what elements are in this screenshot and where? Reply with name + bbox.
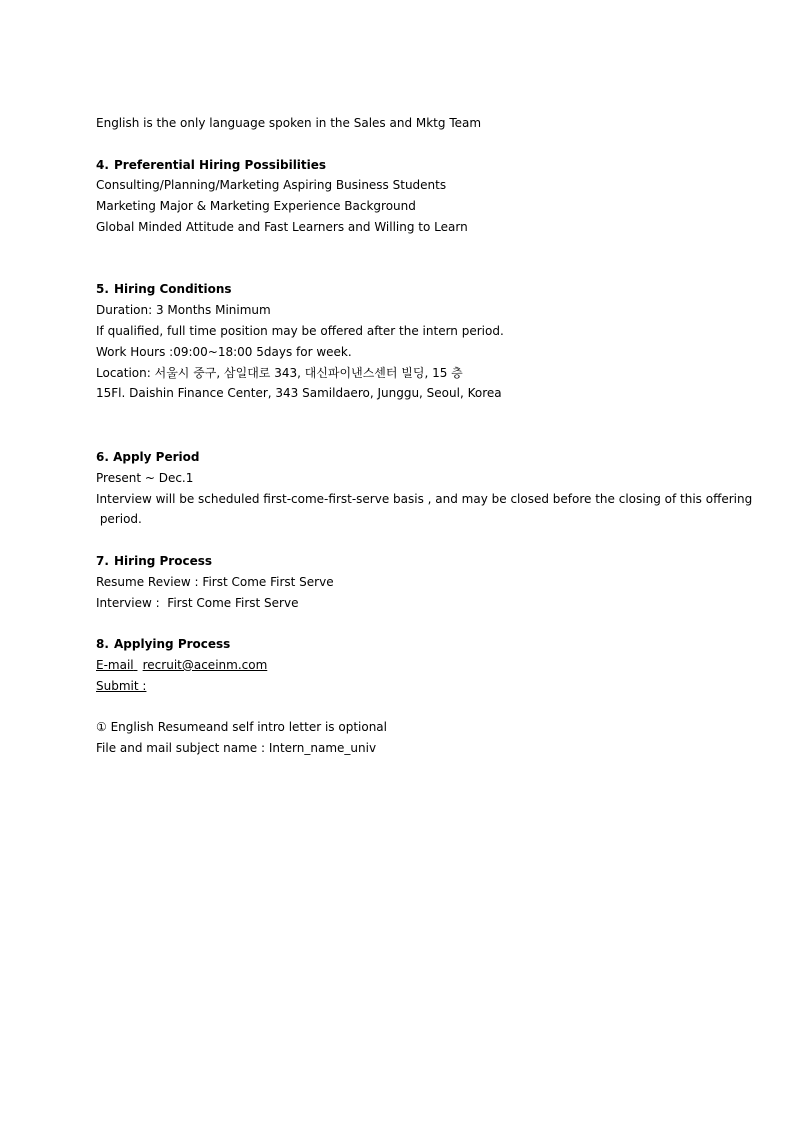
- submit-line: [96, 676, 706, 697]
- section-4-number: 4.: [96, 157, 109, 172]
- section-4-title: Preferential Hiring Possibilities: [114, 157, 327, 172]
- apply-period-line: Present ~ Dec.1: [96, 470, 194, 485]
- resume-review-line: Resume Review : First Come First Serve: [96, 574, 334, 589]
- email-spacer: [134, 655, 143, 676]
- interview-note-line: Interview will be scheduled first-come-first-serve basis , and may be closed before the closing of this offering: [96, 491, 753, 506]
- email-label: E-mail: [96, 657, 134, 672]
- resume-note-line: ① English Resumeand self intro letter is optional: [96, 720, 387, 735]
- section-7-title: Hiring Process: [114, 553, 212, 568]
- location-korean-line: Location: 서울시 중구, 삼일대로 343, 대신파이낸스센터 빌딩, 15 층: [96, 365, 463, 380]
- section-4-line: Consulting/Planning/Marketing Aspiring Business Students: [96, 178, 447, 193]
- section-4-heading: [96, 155, 706, 176]
- language-note: English is the only language spoken in the Sales and Mktg Team: [96, 116, 482, 130]
- section-4-line: Marketing Major & Marketing Experience Background: [96, 199, 416, 214]
- interview-note-continuation: period.: [96, 512, 142, 527]
- section-5-number: 5.: [96, 282, 109, 297]
- submit-label: Submit :: [96, 678, 147, 693]
- section-8-title: Applying Process: [114, 637, 231, 652]
- interview-line: Interview : First Come First Serve: [96, 595, 299, 610]
- email-line: [96, 655, 706, 676]
- section-4-line: Global Minded Attitude and Fast Learners and Willing to Learn: [96, 219, 468, 234]
- subject-name-line: File and mail subject name : Intern_name_univ: [96, 741, 377, 756]
- spacer: [96, 697, 706, 718]
- work-hours-line: Work Hours :09:00~18:00 5days for week.: [96, 344, 352, 359]
- spacer: [96, 530, 706, 551]
- section-8-heading: [96, 634, 706, 655]
- email-address-link[interactable]: recruit@aceinm.com: [142, 657, 268, 672]
- section-5-title: Hiring Conditions: [114, 282, 232, 297]
- section-6-heading: 6. Apply Period: [96, 449, 200, 464]
- duration-line: Duration: 3 Months Minimum: [96, 303, 271, 318]
- spacer: [96, 134, 706, 155]
- spacer: [96, 613, 706, 634]
- spacer: [96, 404, 706, 447]
- section-7-heading: [96, 551, 706, 572]
- section-7-number: 7.: [96, 553, 109, 568]
- location-english-line: 15Fl. Daishin Finance Center, 343 Samildaero, Junggu, Seoul, Korea: [96, 386, 502, 401]
- section-5-heading: [96, 279, 706, 300]
- spacer: [96, 238, 706, 280]
- document-page: [96, 113, 753, 759]
- full-time-offer-line: If qualified, full time position may be offered after the intern period.: [96, 323, 504, 338]
- section-8-number: 8.: [96, 637, 109, 652]
